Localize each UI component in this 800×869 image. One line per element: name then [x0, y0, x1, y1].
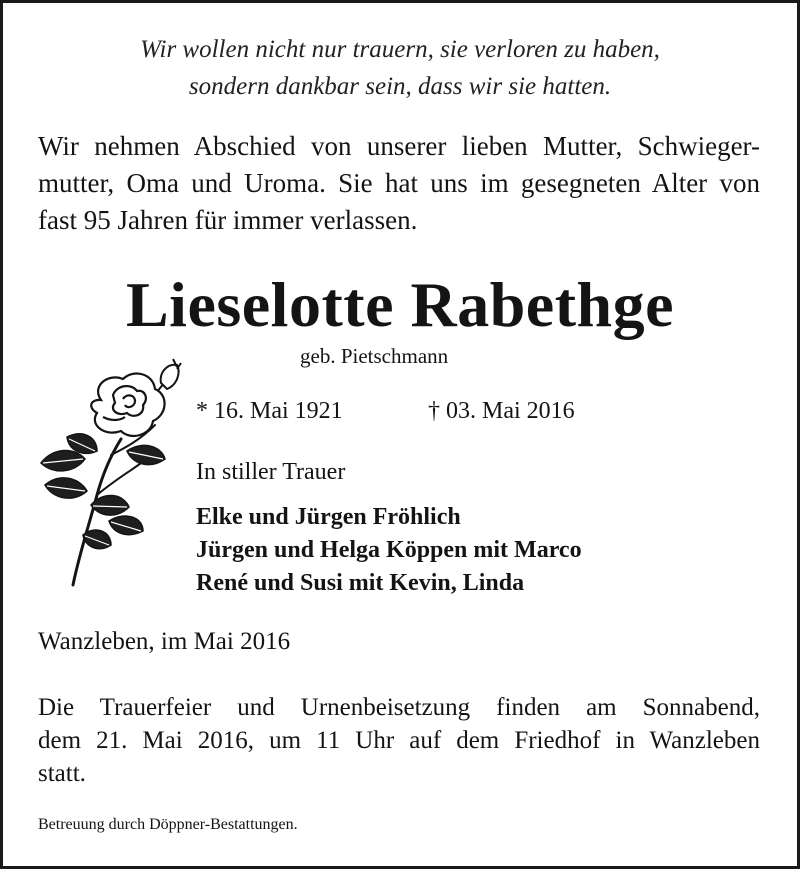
ceremony-line: Die Trauerfeier und Urnenbeisetzung finden am Sonnabend, — [38, 694, 760, 721]
mourners-list — [196, 501, 582, 600]
place-and-date: Wanzleben, im Mai 2016 — [38, 628, 291, 655]
deceased-name: Lieselotte Rabethge — [125, 269, 675, 340]
memorial-quote — [23, 31, 777, 105]
rose-icon — [31, 355, 196, 587]
ceremony-line: dem 21. Mai 2016, um 11 Uhr auf dem Friedhof in Wanzleben — [38, 727, 760, 754]
mourner-entry: Jürgen und Helga Köppen mit Marco — [196, 537, 582, 563]
farewell-line: fast 95 Jahren für immer verlassen. — [38, 205, 418, 235]
mourner-entry: Elke und Jürgen Fröhlich — [196, 504, 461, 530]
ceremony-info — [38, 691, 760, 790]
farewell-line: mutter, Oma und Uroma. Sie hat uns im gesegneten Alter von — [38, 168, 760, 198]
maiden-name: geb. Pietschmann — [300, 344, 449, 368]
farewell-line: Wir nehmen Abschied von unserer lieben Mutter, Schwieger- — [38, 131, 760, 161]
undertaker-credit: Betreuung durch Döppner-Bestattungen. — [38, 816, 298, 833]
death-date: † 03. Mai 2016 — [428, 398, 575, 424]
birth-date: * 16. Mai 1921 — [196, 398, 343, 424]
farewell-text — [38, 128, 760, 239]
mourner-entry: René und Susi mit Kevin, Linda — [196, 570, 525, 596]
mourning-label: In stiller Trauer — [196, 459, 346, 485]
quote-line: Wir wollen nicht nur trauern, sie verloren zu haben, — [140, 36, 660, 63]
quote-line: sondern dankbar sein, dass wir sie hatten. — [188, 73, 612, 100]
ceremony-line: statt. — [38, 760, 86, 787]
